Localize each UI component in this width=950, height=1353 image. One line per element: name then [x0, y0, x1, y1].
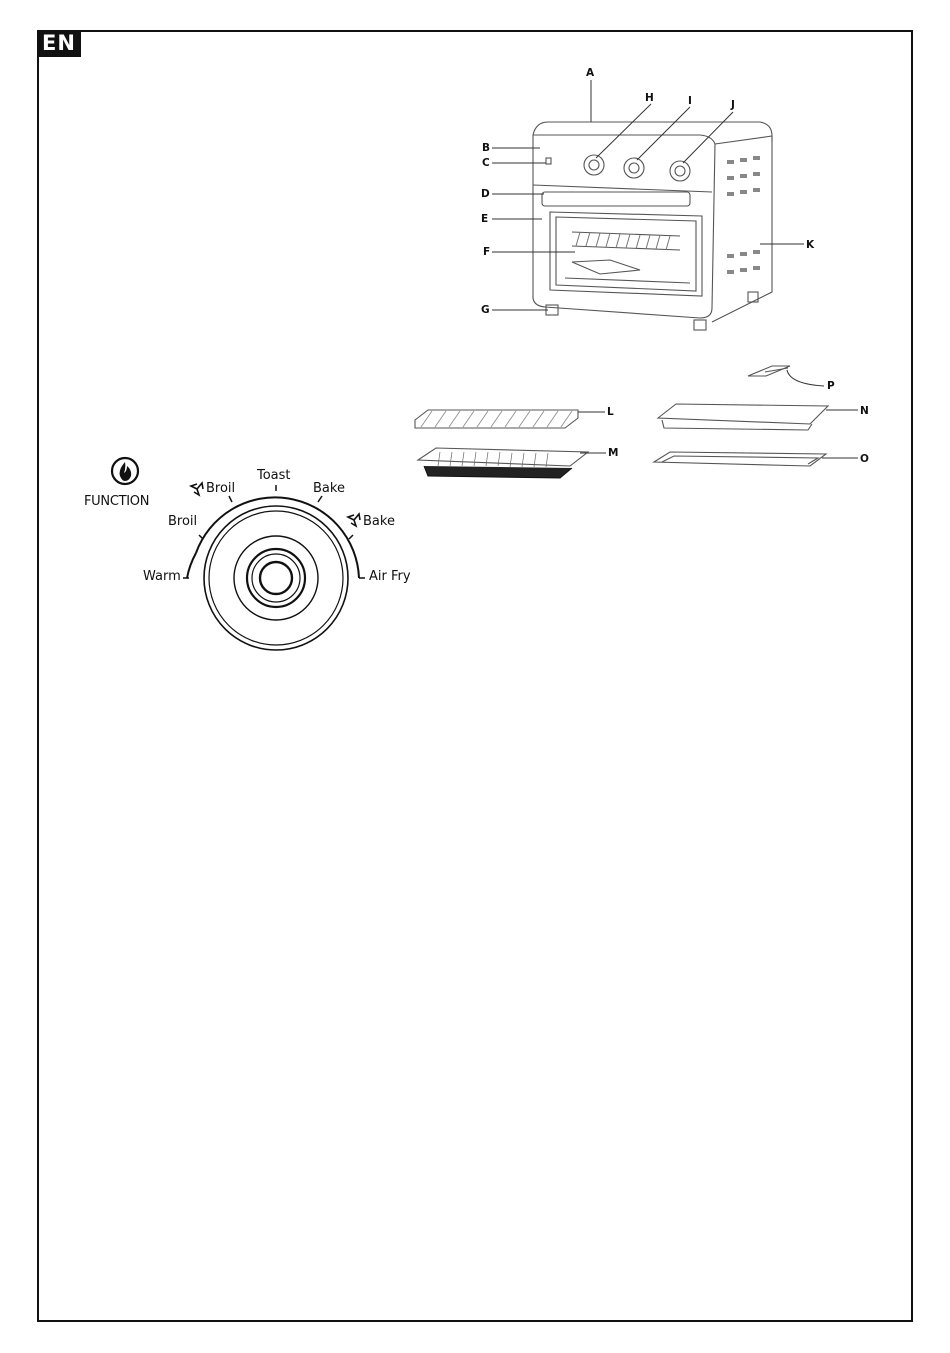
setting-toast: Toast: [257, 468, 291, 483]
callout-h: H: [645, 92, 654, 104]
callout-l: L: [607, 406, 614, 418]
setting-warm: Warm: [143, 569, 181, 584]
fan-icon: [348, 514, 360, 526]
function-title: FUNCTION: [84, 494, 150, 509]
callout-o: O: [860, 453, 869, 465]
function-dial: [84, 458, 411, 650]
callout-d: D: [481, 188, 490, 200]
flame-icon: [112, 458, 138, 484]
air-fry-basket-drawing: [418, 448, 588, 478]
wire-rack-drawing: [415, 410, 578, 428]
callout-a: A: [586, 67, 595, 79]
callout-p: P: [827, 380, 835, 392]
callout-c: C: [482, 157, 490, 169]
tray-handle-drawing: [748, 366, 790, 376]
baking-tray-drawing: [658, 404, 828, 430]
crumb-tray-drawing: [654, 452, 826, 466]
callout-e: E: [481, 213, 489, 225]
callout-g: G: [481, 304, 490, 316]
accessory-callouts: [578, 370, 869, 465]
fan-icon: [191, 483, 203, 495]
callout-n: N: [860, 405, 869, 417]
callout-i: I: [688, 95, 692, 107]
setting-air-fry: Air Fry: [369, 569, 411, 584]
callout-f: F: [483, 246, 491, 258]
callout-k: K: [806, 239, 815, 251]
callout-m: M: [608, 447, 619, 459]
setting-bake: Bake: [313, 481, 345, 496]
setting-fan-broil: Broil: [206, 481, 236, 496]
setting-fan-bake: Bake: [363, 514, 395, 529]
callout-j: J: [731, 99, 735, 111]
callout-b: B: [482, 142, 491, 154]
oven-drawing: [533, 122, 772, 330]
language-tab: EN: [37, 30, 81, 57]
setting-broil: Broil: [168, 514, 198, 529]
